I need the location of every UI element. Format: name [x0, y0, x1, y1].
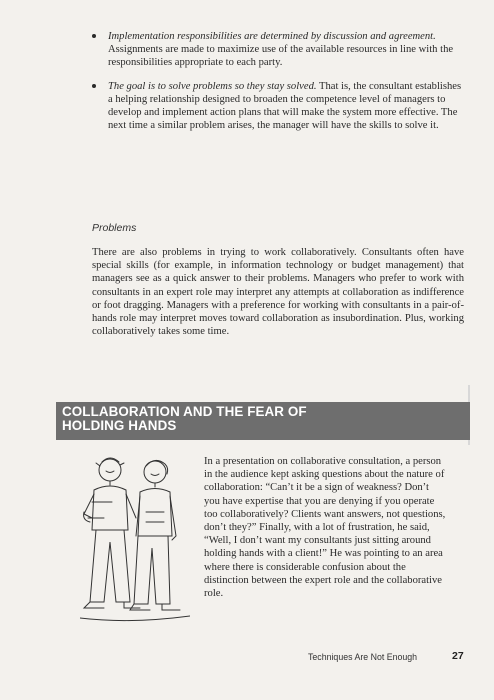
bullet-item — [92, 80, 464, 133]
page-number: 27 — [452, 650, 464, 662]
section-paragraph: There are also problems in trying to work collaboratively. Consultants often have special skills (for example, in information technology or budget management) that managers see as a quick answer to their problems. Managers who prefer to work with consultants in an expert role may interpret any attempts at collaboration as indifference or foot dragging. Managers with a preference for working with consultants in a pair-of-hands role may interpret moves toward collaboration as insubordination. Plus, working collaboratively takes some time. — [92, 247, 464, 338]
bullet-list — [92, 30, 464, 142]
bullet-text: That is, the consultant establishes a helping relationship designed to broaden the competence level of managers to develop and implement action plans that will make the system more effective. The next time a similar problem arises, the manager will have the skills to solve it. — [108, 80, 462, 132]
sidebar-title-line: HOLDING HANDS — [62, 418, 177, 434]
sidebar-title-line: COLLABORATION AND THE FEAR OF — [62, 404, 307, 419]
sidebar-header — [56, 402, 470, 440]
holding-hands-illustration — [80, 452, 190, 627]
sidebar-paragraph: In a presentation on collaborative consultation, a person in the audience kept asking questions about the nature of collaboration: “Can’t it be a sign of weakness? Don’t you have expertise that you are denying if you operate too collaboratively? Clients want answers, not questions, don’t they?” Finally, with a lot of frustration, he said, “Well, I don’t want my consultants just sitting around holding hands with a client!” He was pointing to an area where there is considerable confusion about the distinction between the expert role and the collaborative role. — [204, 456, 446, 600]
bullet-lead: The goal is to solve problems so they stay solved. — [108, 80, 317, 92]
section-heading: Problems — [92, 222, 137, 234]
bullet-icon — [92, 84, 96, 88]
running-title: Techniques Are Not Enough — [308, 652, 418, 662]
bullet-text: Assignments are made to maximize use of the available resources in line with the responsibilities appropriate to each party. — [108, 44, 454, 69]
sidebar-title — [62, 405, 307, 434]
bullet-item — [92, 30, 464, 70]
bullet-lead: Implementation responsibilities are determined by discussion and agreement. — [108, 31, 436, 42]
bullet-icon — [92, 34, 96, 38]
